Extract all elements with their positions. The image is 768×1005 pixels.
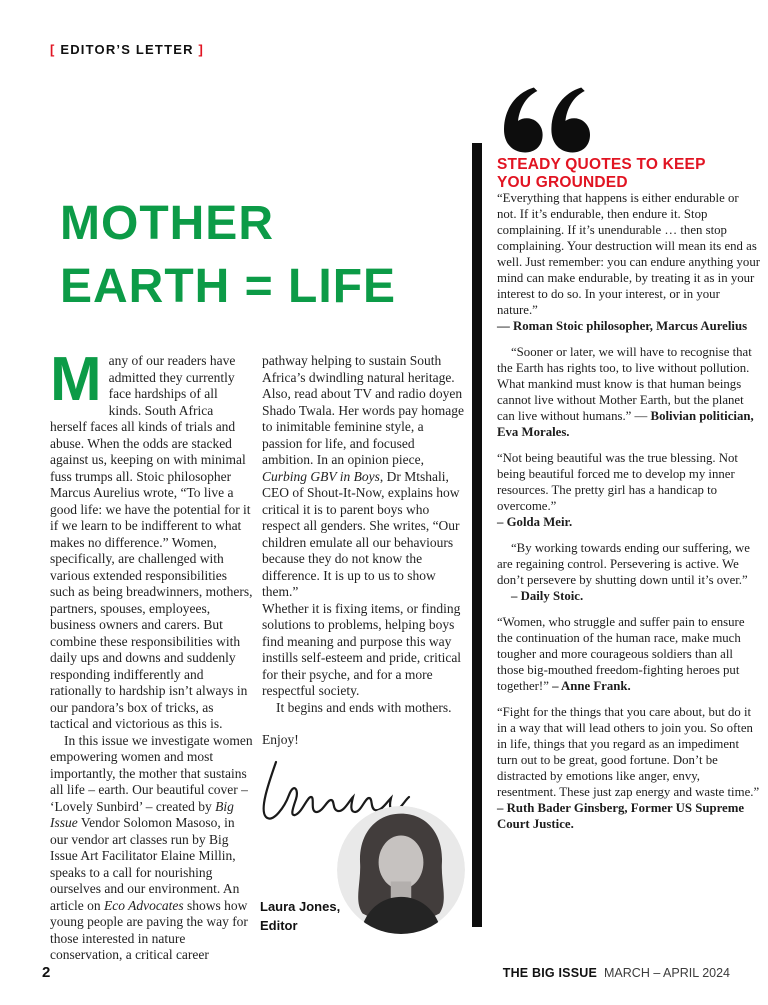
italic-run: Eco Advocates (103, 897, 184, 913)
quotation-mark-icon (504, 84, 590, 161)
magazine-title: THE BIG ISSUE (502, 966, 598, 980)
quotes-panel-heading (497, 156, 706, 192)
tag-open-bracket: [ (50, 42, 56, 57)
quote-attribution: – Daily Stoic. (511, 589, 584, 603)
quote-text: “Women, who struggle and suffer pain to ensure the continuation of the human race, make much tougher and more courageous soldiers than all those big-mouthed freedom-fighting heroes put together!” (497, 615, 745, 693)
paragraph-text: pathway helping to sustain South Africa’s dwindling natural heritage. Also, read about TV and radio doyen Shado Twala. Her words pay homage to inimitable feminine style, a passion for life, and focused ambition. In an opinion piece, (262, 353, 465, 467)
issue-date: MARCH – APRIL 2024 (604, 966, 730, 980)
paragraph-text: Vendor Solomon Masoso, in our vendor art classes run by Big Issue Art Facilitator Elaine Millin, speaks to a call for nourishing ourselves and our environment. An article on (50, 815, 240, 913)
editor-photo (337, 806, 465, 934)
quote-attribution: — Roman Stoic philosopher, Marcus Aurelius (497, 319, 748, 333)
section-tag (50, 42, 204, 57)
headline-line-2: EARTH = LIFE (60, 260, 397, 313)
article-column-2 (262, 353, 465, 749)
article-paragraph (262, 353, 465, 601)
closing-line: Enjoy! (262, 732, 299, 747)
article-paragraph: Whether it is fixing items, or finding solutions to problems, helping boys find meaning and purpose this way instills self-esteem and pride, critical for their psyche, and for a more respectful society. (262, 600, 462, 698)
headline-line-1: MOTHER (60, 197, 274, 250)
quote-item (497, 190, 760, 334)
tag-close-bracket: ] (198, 42, 205, 57)
quote-item (497, 344, 760, 440)
quote-text: “Everything that happens is either endurable or not. If it’s endurable, then endure it. Stop complaining. If it’s unendurable … then stop complaining. Your destruction will mean its end as well. Just remember: you can endure anything your mind can make endurable, by treating it as in your interest to do so. In your interest, or in your nature.” (497, 191, 760, 317)
vertical-divider-bar (472, 143, 482, 927)
quote-item (497, 614, 760, 694)
quotes-heading-line-1: STEADY QUOTES TO KEEP (497, 156, 706, 173)
quote-item (497, 704, 760, 832)
quote-text: “Sooner or later, we will have to recognise that the Earth has rights too, to live without pollution. What mankind must know is that human beings cannot live without Mother Earth, but the planet can live without humans.” — (497, 345, 752, 423)
drop-cap: M (50, 345, 102, 414)
paragraph-text: In this issue we investigate women empowering women and most importantly, the mother that sustains all life – earth. Our beautiful cover – ‘Lovely Sunbird’ – created by (50, 732, 253, 814)
article-paragraph: It begins and ends with mothers. (276, 699, 452, 715)
byline-role: Editor (260, 918, 298, 933)
italic-run: Curbing GBV in Boys (262, 468, 380, 484)
quote-attribution: Bolivian politician, Eva Morales. (497, 409, 754, 439)
quote-item (497, 540, 760, 604)
italic-run: Big Issue (50, 798, 234, 830)
portrait-image (337, 806, 465, 934)
quote-text: “By working towards ending our suffering, we are regaining control. Persevering is active. We don’t persevere by shutting down until it’s over.” (497, 541, 750, 587)
quotes-heading-line-2: YOU GROUNDED (497, 174, 628, 191)
paragraph-text: any of our readers have admitted they currently face hardships of all kinds. South Africa herself faces all kinds of trials and abuse. When the odds are stacked against us, keeping on with minimal fuss trumps all. Stoic philosopher Marcus Aurelius wrote, “To live a good life: we have the potential for it if we learn to be indifferent to what makes no difference.” Women, specifically, are challenged with various extended responsibilities such as being breadwinners, mothers, partners, spouses, employees, business owners and carers. But combine these responsibilities with daily ups and downs and suddenly responding indifferently and rationally to hardship isn’t always in our pandora’s box of tricks, as tactical and victorious as this is. (50, 353, 253, 731)
quote-text: “Not being beautiful was the true blessing. Not being beautiful forced me to develop my inner resources. The pretty girl has a handicap to overcome.” (497, 451, 738, 513)
article-paragraph (50, 345, 253, 733)
section-tag-label: EDITOR’S LETTER (60, 42, 194, 57)
quote-attribution: – Golda Meir. (497, 515, 573, 529)
quote-attribution: – Ruth Bader Ginsberg, Former US Supreme Court Justice. (497, 801, 745, 831)
quotes-list (497, 190, 760, 842)
article-paragraph (50, 733, 253, 964)
page-number: 2 (42, 964, 51, 981)
page-title (60, 192, 396, 318)
byline-name: Laura Jones, (260, 899, 341, 914)
quote-item (497, 450, 760, 530)
double-quote-glyph (504, 84, 590, 156)
paragraph-text: , Dr Mtshali, CEO of Shout-It-Now, explains how critical it is to parent boys who respect all genders. She writes, “Our children emulate all our behaviours because they do not know the difference. It is up to us to show them.” (262, 468, 460, 599)
byline (260, 897, 340, 935)
footer-credit (503, 966, 730, 980)
quote-text: “Fight for the things that you care about, but do it in a way that will lead others to join you. So often in life, things that you regard as an impediment turn out to be great, good fortune. Don’t be distracted by emotions like anger, envy, resentment. These just zap energy and waste time.” (497, 705, 760, 799)
paragraph-text: shows how young people are paving the way for those interested in nature conservation, a critical career (50, 897, 248, 962)
quote-attribution: – Anne Frank. (552, 679, 631, 693)
article-column-1 (50, 345, 253, 964)
